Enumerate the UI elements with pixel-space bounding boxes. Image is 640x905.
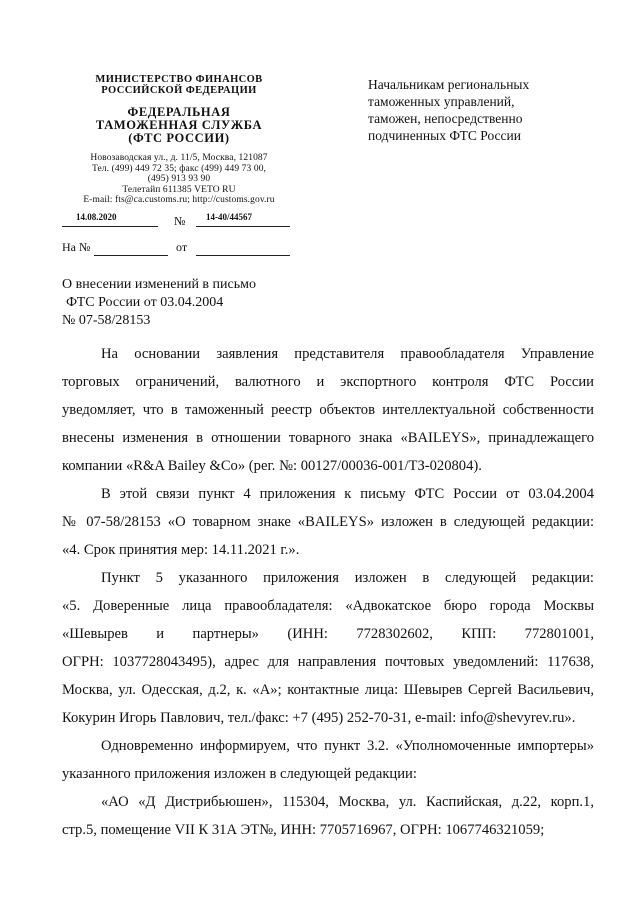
sender-contacts [60,153,298,206]
address-line: Новозаводская ул., д. 11/5, Москва, 121087 [90,153,268,163]
ref-label: На № [62,240,91,254]
p4-line-2: указанного приложения изложен в следующей редакции: [62,766,417,782]
phone-line: Тел. (499) 449 72 35; факс (499) 449 73 00, [91,163,267,174]
telex-line: Телетайп 611385 VETO RU [122,184,236,195]
addressee-line-1: Начальникам региональных [368,77,530,92]
addressee-line-4: подчиненных ФТС России [368,128,521,143]
p1-line-5: компании «R&A Bailey &Co» (рег. №: 00127/00036-001/ТЗ-020804). [62,458,482,474]
addressee-line-2: таможенных управлений, [368,94,515,109]
p4-line-1: Одновременно информируем, что пункт 3.2. «Уполномоченные импортеры» [101,738,594,754]
p2-line-2: № 07-58/28153 «О товарном знаке «BAILEYS» изложен в следующей редакции: [62,514,594,530]
subject-line-1: О внесении изменений в письмо [62,277,256,292]
letter-body [62,340,594,844]
p3-line-3: «Шевырев и партнеры» (ИНН: 7728302602, КПП: 772801001, [62,626,594,642]
reg-number-field [196,210,290,227]
ministry-line-2: РОССИЙСКОЙ ФЕДЕРАЦИИ [101,85,257,96]
reg-date: 14.08.2020 [76,212,117,222]
ref-from-label: от [176,240,188,254]
p3-line-2: «5. Доверенные лица правообладателя: «Адвокатское бюро города Москвы [62,598,594,614]
subject-line-2: ФТС России от 03.04.2004 [66,295,224,310]
reg-number: 14-40/44567 [206,212,252,222]
p1-line-2: торговых ограничений, валютного и экспортного контроля ФТС России [62,374,594,390]
service-name [60,106,298,145]
p2-line-1: В этой связи пункт 4 приложения к письму ФТС России от 03.04.2004 [101,486,594,502]
p3-line-4: ОГРН: 1037728043495), адрес для направления почтовых уведомлений: 117638, [62,654,594,670]
service-line-2: ТАМОЖЕННАЯ СЛУЖБА [95,118,263,132]
reg-date-field [62,210,158,227]
p2-line-3: «4. Срок принятия мер: 14.11.2021 г.». [62,542,300,558]
subject-line-3: № 07-58/28153 [62,313,151,328]
email-line: E-mail: fts@ca.customs.ru; http://customs.gov.ru [83,195,275,205]
ministry-line-1: МИНИСТЕРСТВО ФИНАНСОВ [95,74,263,85]
p1-line-4: внесены изменения в отношении товарного знака «BAILEYS», принадлежащего [62,430,594,446]
ref-date-field [196,240,290,256]
p1-line-1: На основании заявления представителя правообладателя Управление [101,346,594,362]
p1-line-3: уведомляет, что в таможенный реестр объектов интеллектуальной собственности [62,402,594,418]
service-line-3: (ФТС РОССИИ) [128,131,230,145]
service-line-1: ФЕДЕРАЛЬНАЯ [127,105,231,119]
p3-line-6: Кокурин Игорь Павлович, тел./факс: +7 (495) 252-70-31, e-mail: info@shevyrev.ru». [62,710,576,726]
p5-line-1: «АО «Д Дистрибьюшен», 115304, Москва, ул. Каспийская, д.22, корп.1, [101,794,594,810]
p3-line-5: Москва, ул. Одесская, д.2, к. «А»; контактные лица: Шевырев Сергей Васильевич, [62,682,594,698]
addressee-line-3: таможен, непосредственно [368,111,523,126]
p3-line-1: Пункт 5 указанного приложения изложен в следующей редакции: [101,570,594,586]
subject [62,276,322,330]
addressee [368,76,608,144]
reg-number-sign: № [174,214,186,228]
ref-number-field [94,240,168,256]
phone-line-2: (495) 913 93 90 [147,174,211,184]
ministry-name [60,74,298,96]
p5-line-2: стр.5, помещение VII К 31А ЭТ№, ИНН: 7705716967, ОГРН: 1067746321059; [62,822,545,838]
